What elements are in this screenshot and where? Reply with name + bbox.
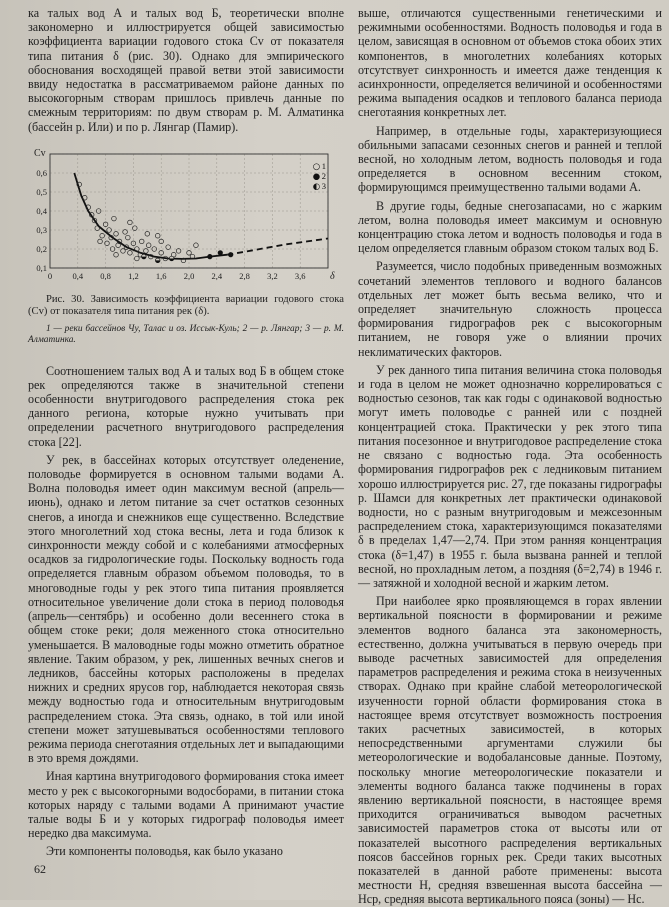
right-paragraph-4: У рек данного типа питания величина стока половодья и года в целом не может однозначно коррелироваться с водностью сезонов, так как годы с одинаковой водностью могут иметь половодье с ранней или с поздней концентрацией стока. Практически у рек этого типа питания посезонное и внутригодовое распределение стока не связано с водностью года. Эта особенность формирования гидрографов рек с ледниковым питанием хорошо иллюстрируется рис. 27, где показаны гидрографы р. Шамси для конкретных лет практически одинаковой водности, но с разным внутригодовым и межсезонным распределением стока, характеризующимся показателями δ в пределах 1,47—2,74. При этом ранняя концентрация стока (δ=1,47) в 1955 г. была вызвана ранней и теплой весной, но прохладным летом, а поздняя (δ=2,74) в 1946 г. — затяжной и холодной весной и жарким летом. bbox=[358, 362, 662, 590]
data-point-series-1 bbox=[155, 233, 160, 238]
data-point-series-1 bbox=[114, 252, 119, 257]
data-point-series-2 bbox=[228, 252, 233, 257]
legend-label: 2 bbox=[321, 171, 326, 182]
x-tick-label: 1,6 bbox=[155, 270, 167, 281]
right-paragraph-5: При наиболее ярко проявляющемся в горах явлении вертикальной поясности в формировании и режиме элементов водного баланса эта закономерность, естественно, должна учитываться в первую очередь при выводе расчетных зависимостей для определения параметров распределения и режима стока в неизученных створах. Однако при крайне слабой метеорологической изученности горной области формирования стока в настоящее время отсутствует возможность построения таких расчетных зависимостей, в которых непосредственными аргументами служили бы метеорологические и водобалансовые данные. Поэтому, поскольку многие метеорологические показатели и элементы водного баланса также подчинены в горах явлению вертикальной поясности, в настоящее время приходится ограничиваться выводом расчетных зависимостей параметров стока от высоты или от показателей высотного распределения вертикальных поясов бассейнов горных рек. Среди таких высотных показателей в данной работе применены: высота местности H, средняя взвешенная высота бассейна — Hср, средняя высота вертикального пояса (зоны) — Hс. bbox=[358, 594, 662, 907]
x-axis-label: δ bbox=[330, 270, 335, 282]
cv-delta-chart bbox=[28, 140, 344, 290]
x-tick-label: 1,2 bbox=[128, 270, 139, 281]
y-tick-label: 0,2 bbox=[36, 243, 47, 254]
legend-marker: ◐ bbox=[312, 182, 321, 193]
y-tick-label: 0,6 bbox=[36, 167, 47, 178]
x-tick-label: 2,4 bbox=[211, 270, 223, 281]
left-paragraph-2: У рек, в бассейнах которых отсутствует оледенение, половодье формируется в основном талыми водами А. Волна половодья имеет один максимум весной (апрель—июнь), однако и летом питание за счет остатков сезонных снегов, а иногда и снежников еще существенно. Вследствие этого многолетний ход стока весны, лета и года близок к синхронности между собой и с колебаниями атмосферных осадков за гидрологические годы. Поскольку водность года определяется главным образом объемом половодья, то в многоводные годы у рек этого типа питания проявляется относительное увеличение доли стока в период половодья (апрель—сентябрь) и особенно доли весеннего стока в общем стоке реки; доля меженного стока относительно уменьшается. В маловодные годы можно отметить обратное явление. Таким образом, у рек, лишенных вечных снегов и ледников, бассейны которых расположены в пределах нижних и средних ярусов гор, наблюдается некоторая связь между водностью года и относительным внутригодовым распределением стока. Эта связь, однако, в той или иной степени может затушевываться особенностями теплового режима периода снеготаяния отдельных лет и выпадающими в это время дождями. bbox=[28, 452, 344, 766]
data-point-series-1 bbox=[126, 235, 131, 240]
data-point-series-1 bbox=[144, 248, 149, 253]
y-tick-label: 0,3 bbox=[36, 224, 47, 235]
data-point-series-1 bbox=[146, 243, 151, 248]
right-paragraph-3: Разумеется, число подобных приведенным возможных сочетаний элементов теплового и водного балансов отдельных лет может быть весьма велико, что и определяет значительную сложность процесса формирования гидрографов рек с высокогорным питанием, не говоря уже о влиянии прочих неклиматических факторов. bbox=[358, 259, 662, 359]
x-tick-label: 0,8 bbox=[100, 270, 111, 281]
data-point-series-2 bbox=[208, 254, 213, 259]
left-paragraph-4: Эти компоненты половодья, как было указано bbox=[46, 844, 283, 859]
figure-legend: 1 — реки бассейнов Чу, Талас и оз. Иссык-Куль; 2 — р. Лянгар; 3 — р. М. Алматинка. bbox=[28, 323, 344, 345]
data-point-series-1 bbox=[132, 226, 137, 231]
data-point-series-1 bbox=[121, 248, 126, 253]
data-point-series-1 bbox=[114, 231, 119, 236]
data-point-series-1 bbox=[123, 229, 128, 234]
data-point-series-1 bbox=[128, 250, 133, 255]
data-point-series-1 bbox=[139, 239, 144, 244]
left-paragraph-1: Соотношением талых вод А и талых вод Б в общем стоке рек определяются также в значительной степени особенности внутригодового распределения стока рек данного региона, которые нужно учитывать при определении расчетного внутригодового распределения стока [22]. bbox=[28, 363, 344, 449]
legend-label: 3 bbox=[321, 181, 326, 192]
y-tick-label: 0,1 bbox=[36, 262, 47, 273]
data-point-series-1 bbox=[128, 220, 133, 225]
x-tick-label: 0,4 bbox=[72, 270, 84, 281]
x-tick-label: 3,2 bbox=[267, 270, 278, 281]
data-point-series-1 bbox=[98, 239, 103, 244]
y-tick-label: 0,5 bbox=[36, 186, 47, 197]
data-point-series-1 bbox=[145, 231, 150, 236]
y-tick-label: 0,4 bbox=[36, 205, 47, 216]
x-tick-label: 2,0 bbox=[183, 270, 195, 281]
data-point-series-1 bbox=[112, 216, 117, 221]
data-point-series-1 bbox=[194, 243, 199, 248]
legend-label: 1 bbox=[321, 161, 326, 172]
legend-marker: ● bbox=[312, 172, 321, 183]
data-point-series-1 bbox=[95, 226, 100, 231]
data-point-series-1 bbox=[135, 256, 140, 261]
x-tick-label: 2,8 bbox=[239, 270, 250, 281]
legend-marker: ○ bbox=[312, 162, 321, 173]
right-paragraph-top: выше, отличаются существенными генетическими и режимными особенностями. Водность половодья и года в целом, зависящая в основном от объемов стока обоих этих компонентов, в многолетних колебаниях которых отсутствует синхронность и имеется даже тенденция к асинхронности, определяется величиной и особенностями режима выпадения осадков и теплового баланса периода снеготаяния конкретных лет. bbox=[358, 6, 662, 120]
data-point-series-1 bbox=[100, 233, 105, 238]
data-point-series-1 bbox=[176, 248, 181, 253]
x-tick-label: 3,6 bbox=[294, 270, 306, 281]
left-column bbox=[28, 6, 344, 859]
right-column bbox=[358, 6, 662, 907]
right-paragraph-1: Например, в отдельные годы, характеризующиеся обильными запасами сезонных снегов и ранней и теплой весной, но холодным летом, водность половодья и года определяется в основном весенним стоком, формирующимся преимущественно талыми водами А. bbox=[358, 123, 662, 195]
data-point-series-2 bbox=[218, 250, 223, 255]
fit-curve-dashed bbox=[227, 238, 328, 254]
figure-30 bbox=[28, 140, 344, 346]
left-paragraph-3: Иная картина внутригодового формирования стока имеет место у рек с высокогорными водосборами, в питании стока которых наряду с талыми водами А принимают участие талые воды Б и у которых гидрограф половодья имеет нередко два максимума. bbox=[28, 769, 344, 841]
figure-caption: Рис. 30. Зависимость коэффициента вариации годового стока (Cv) от показателя типа питания рек (δ). bbox=[28, 293, 344, 318]
data-point-series-1 bbox=[166, 245, 171, 250]
x-tick-label: 0 bbox=[47, 270, 53, 281]
y-axis-label: Cv bbox=[34, 147, 46, 159]
right-paragraph-2: В другие годы, бедные снегозапасами, но с жарким летом, волна половодья имеет максимум и основную концентрацию стока летом и водность половодья и года в целом определяется главным образом стоком талых вод Б. bbox=[358, 198, 662, 256]
page-number: 62 bbox=[34, 862, 46, 876]
left-paragraph-top: ка талых вод А и талых вод Б, теоретически вполне закономерно и иллюстрируется общей зависимостью коэффициента вариации годового стока Cv от показателя типа питания δ (рис. 30). Однако для эмпирического обоснования восходящей правой ветви этой зависимости ввиду недостатка в рассматриваемом районе данных по высокогорным створам пришлось привлечь данные по смежным территориям: по двум створам р. М. Алматинка (бассейн р. Или) и по р. Лянгар (Памир). bbox=[28, 6, 344, 134]
